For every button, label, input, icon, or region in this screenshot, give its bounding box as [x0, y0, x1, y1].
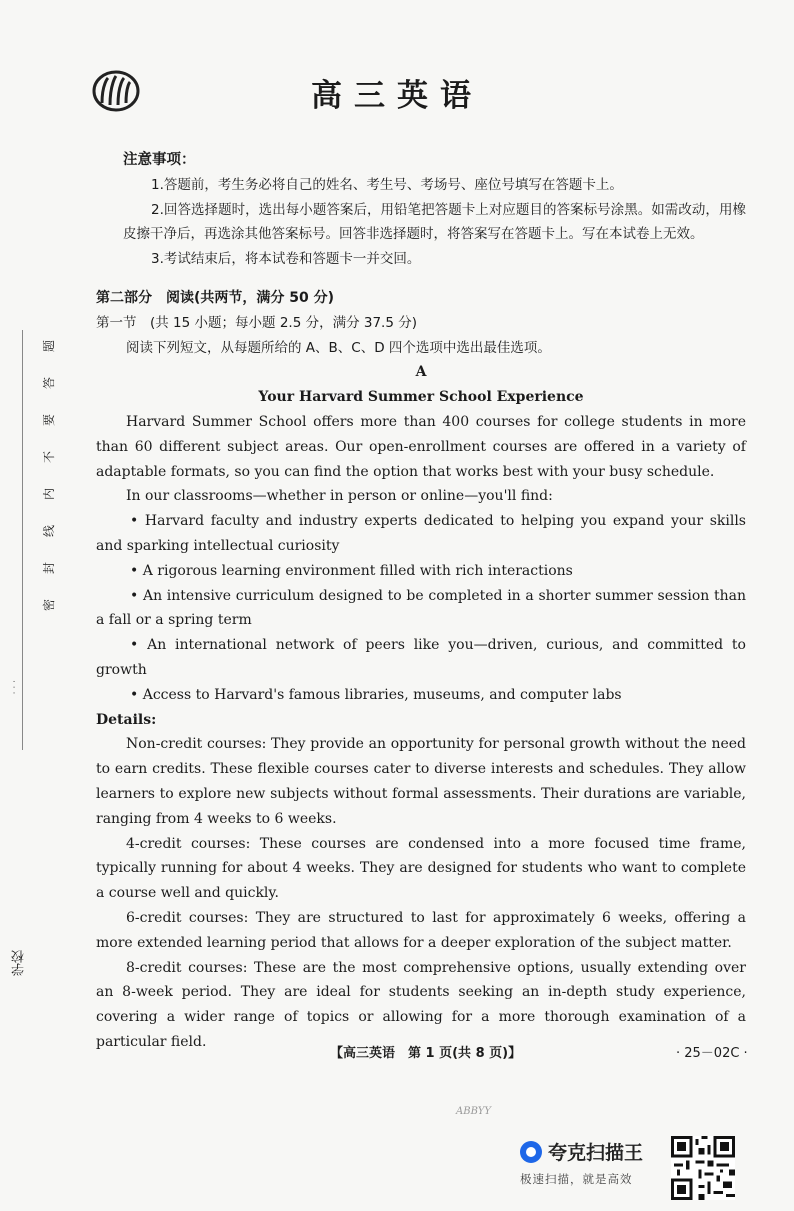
section-instruction: 阅读下列短文，从每题所给的 A、B、C、D 四个选项中选出最佳选项。: [126, 339, 551, 356]
bullet-item: • Harvard faculty and industry experts dedicated to helping you expand your skills and sparking intellectual curiosity: [96, 513, 746, 554]
notice-item: 3.考试结束后，将本试卷和答题卡一并交回。: [151, 251, 421, 268]
bullet-item: • A rigorous learning environment filled with rich interactions: [130, 562, 573, 579]
passage-paragraph: In our classrooms—whether in person or online—you'll find:: [126, 488, 553, 505]
seal-char: 要: [41, 413, 56, 427]
page-number-label: 【高三英语 第 1 页(共 8 页)】: [330, 1046, 522, 1061]
quark-logo-icon: [520, 1141, 542, 1163]
seal-char: 封: [41, 561, 56, 575]
bullet-item: • An international network of peers like you—driven, curious, and committed to growth: [96, 637, 746, 678]
school-label: 学校: [12, 950, 27, 976]
notice-item: 2.回答选择题时，选出每小题答案后，用铅笔把答题卡上对应题目的答案标号涂黑。如需改动，用橡皮擦干净后，再选涂其他答案标号。回答非选择题时，将答案写在答题卡上。写在本试卷上无效。: [123, 201, 746, 243]
details-paragraph: 8-credit courses: These are the most comprehensive options, usually extending over an 8-week period. They are ideal for students seeking an in-depth study experience, covering a wider range of topics or allowing for a more thorough examination of a particular field.: [96, 959, 746, 1050]
seal-char: 题: [41, 339, 56, 353]
section-heading: 第二部分 阅读(共两节，满分 50 分): [96, 289, 335, 306]
scanner-brand: [520, 1138, 670, 1198]
details-paragraph: Non-credit courses: They provide an opportunity for personal growth without the need to earn credits. These flexible courses cater to diverse interests and schedules. They allow learners to explore new subjects without formal assessments. Their durations are variable, ranging from 4 weeks to 6 weeks.: [96, 736, 746, 827]
passage-paragraph: Harvard Summer School offers more than 400 courses for college students in more than 60 different subject areas. Our open-enrollment courses are offered in a variety of adaptable formats, so you can find the option that works best with your busy schedule.: [96, 413, 746, 480]
bullet-item: • Access to Harvard's famous libraries, museums, and computer labs: [130, 686, 622, 703]
passage-label: A: [415, 364, 427, 381]
seal-char: 密: [41, 598, 56, 612]
seal-line-text: [40, 340, 58, 611]
seal-char: 不: [41, 450, 56, 464]
binding-line: [22, 330, 23, 750]
bullet-item: • An intensive curriculum designed to be completed in a shorter summer session than a fall or a spring term: [96, 587, 746, 629]
seal-char: 线: [41, 524, 56, 538]
exam-title: 高三英语: [311, 78, 483, 114]
paper-code: · 25－02C ·: [676, 1046, 748, 1061]
brand-slogan: 极速扫描，就是高效: [520, 1172, 633, 1186]
subsection-heading: 第一节 (共 15 小题；每小题 2.5 分，满分 37.5 分): [96, 314, 417, 331]
brand-name: 夸克扫描王: [548, 1142, 644, 1164]
qr-code-icon[interactable]: [671, 1136, 735, 1200]
exam-content: [96, 148, 746, 1055]
seal-char: 答: [41, 376, 56, 390]
seal-char: 内: [41, 487, 56, 501]
details-heading: Details:: [96, 711, 157, 728]
details-paragraph: 6-credit courses: They are structured to last for approximately 6 weeks, offering a more extended learning period that allows for a deeper exploration of the subject matter.: [96, 909, 746, 951]
passage-title: Your Harvard Summer School Experience: [258, 389, 584, 406]
details-paragraph: 4-credit courses: These courses are condensed into a more focused time frame, typically running for about 4 weeks. They are designed for students who want to complete a course well and quickly.: [96, 835, 746, 902]
scan-watermark: ABBYY: [456, 1106, 491, 1117]
notice-heading: 注意事项：: [123, 152, 196, 168]
notice-item: 1.答题前，考生务必将自己的姓名、考生号、考场号、座位号填写在答题卡上。: [151, 176, 623, 193]
margin-dash: · · ·: [8, 680, 18, 695]
